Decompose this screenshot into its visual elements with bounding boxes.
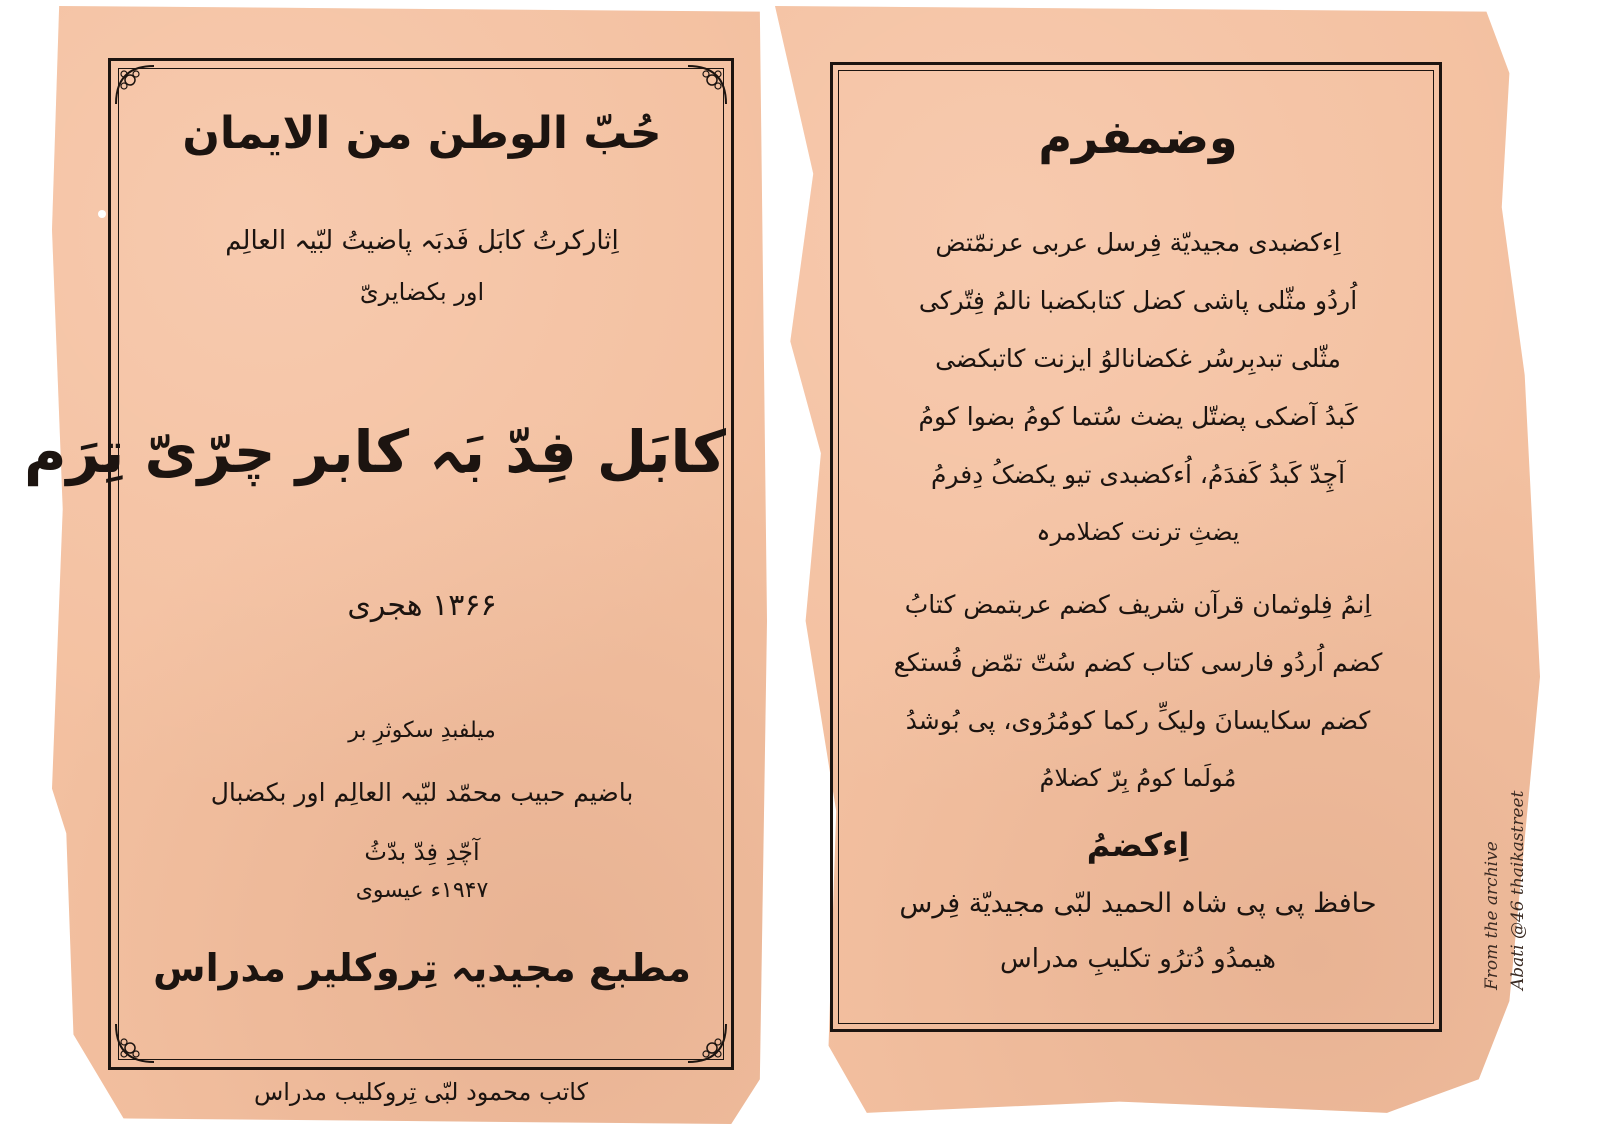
archive-watermark [1478, 650, 1540, 1000]
body-line: اِنمُ فِلوثمان قرآن شریف کضم عربتمض کتابُ [904, 590, 1372, 619]
right-page-content [838, 68, 1438, 1028]
left-page-content [23, 68, 726, 1060]
body-line: اُردُو مثّلی پاشی کضل کتابکضبا نالمُ فِتّرکی [918, 286, 1358, 315]
body-line: اِءکضبدی مجیدیّة فِرسل عربی عرنمّتض [935, 228, 1341, 257]
main-title: کابَل فِدّ بَہ کابر چرّیّ تِرَم [23, 418, 726, 486]
body-line: آچِدّ کَبدُ کَفدَمُ، اُءکضبدی تیو یکضکُ دِفرمُ [930, 460, 1346, 489]
body-line: کَبدُ آضکی پضتّل یضث سُتما کومُ بضوا کومُ [918, 402, 1358, 431]
signature-line: ھیمدُو دُترُو تکلیبِ مدراس [1000, 944, 1276, 974]
calligrapher-colophon: کاتب محمود لبّی تِروکلیب مدراس [253, 1078, 589, 1106]
body-line: مُولَما کومُ بِرّ کضلامُ [1039, 764, 1237, 792]
signature-line: حافظ پی پی شاہ الحمید لبّی مجیدیّة فِرس [899, 888, 1377, 919]
right-page-heading: وضمفرم [1038, 110, 1238, 164]
body-line: مثّلی تبدبِرسُر غکضانالوُ ایزنت کاتبکضی [935, 344, 1341, 373]
body-line: باضیم حبیب محمّد لبّیہ العالِم اور بکضبال [210, 778, 634, 807]
body-line: میلفبدِ سکوثرِ بر [348, 718, 496, 743]
year-hijri: ۱۳۶۶ ھجری [347, 588, 497, 623]
signoff-word: اِءکضمُ [1086, 826, 1190, 864]
punch-hole [98, 210, 106, 218]
year-gregorian: ۱۹۴۷ء عیسوی [355, 878, 489, 903]
body-line: یضثِ ترنت کضلامرہ [1036, 518, 1240, 546]
intro-line: اِثارکرتُ کابَل فَدبَہ پاضیتُ لبّیہ العالِم [225, 226, 619, 256]
body-line: آچّدِ فِدّ بدّثُ [364, 838, 480, 866]
body-line: کضم اُردُو فارسی کتاب کضم سُتّ تمّض فُستکع [893, 648, 1383, 677]
watermark-line: From the archive [1482, 841, 1502, 990]
watermark-line: Abati @46 thaikastreet [1508, 790, 1528, 990]
motto-heading: حُبّ الوطن من الایمان [182, 108, 662, 159]
body-line: کضم سکایسانَ ولیکِّ رکما کومُرُوی، پی بُوشدُ [905, 706, 1371, 735]
intro-line: اور بکضایریّ [359, 278, 485, 306]
press-name: مطبع مجیدیہ تِروکلیر مدراس [153, 946, 691, 990]
